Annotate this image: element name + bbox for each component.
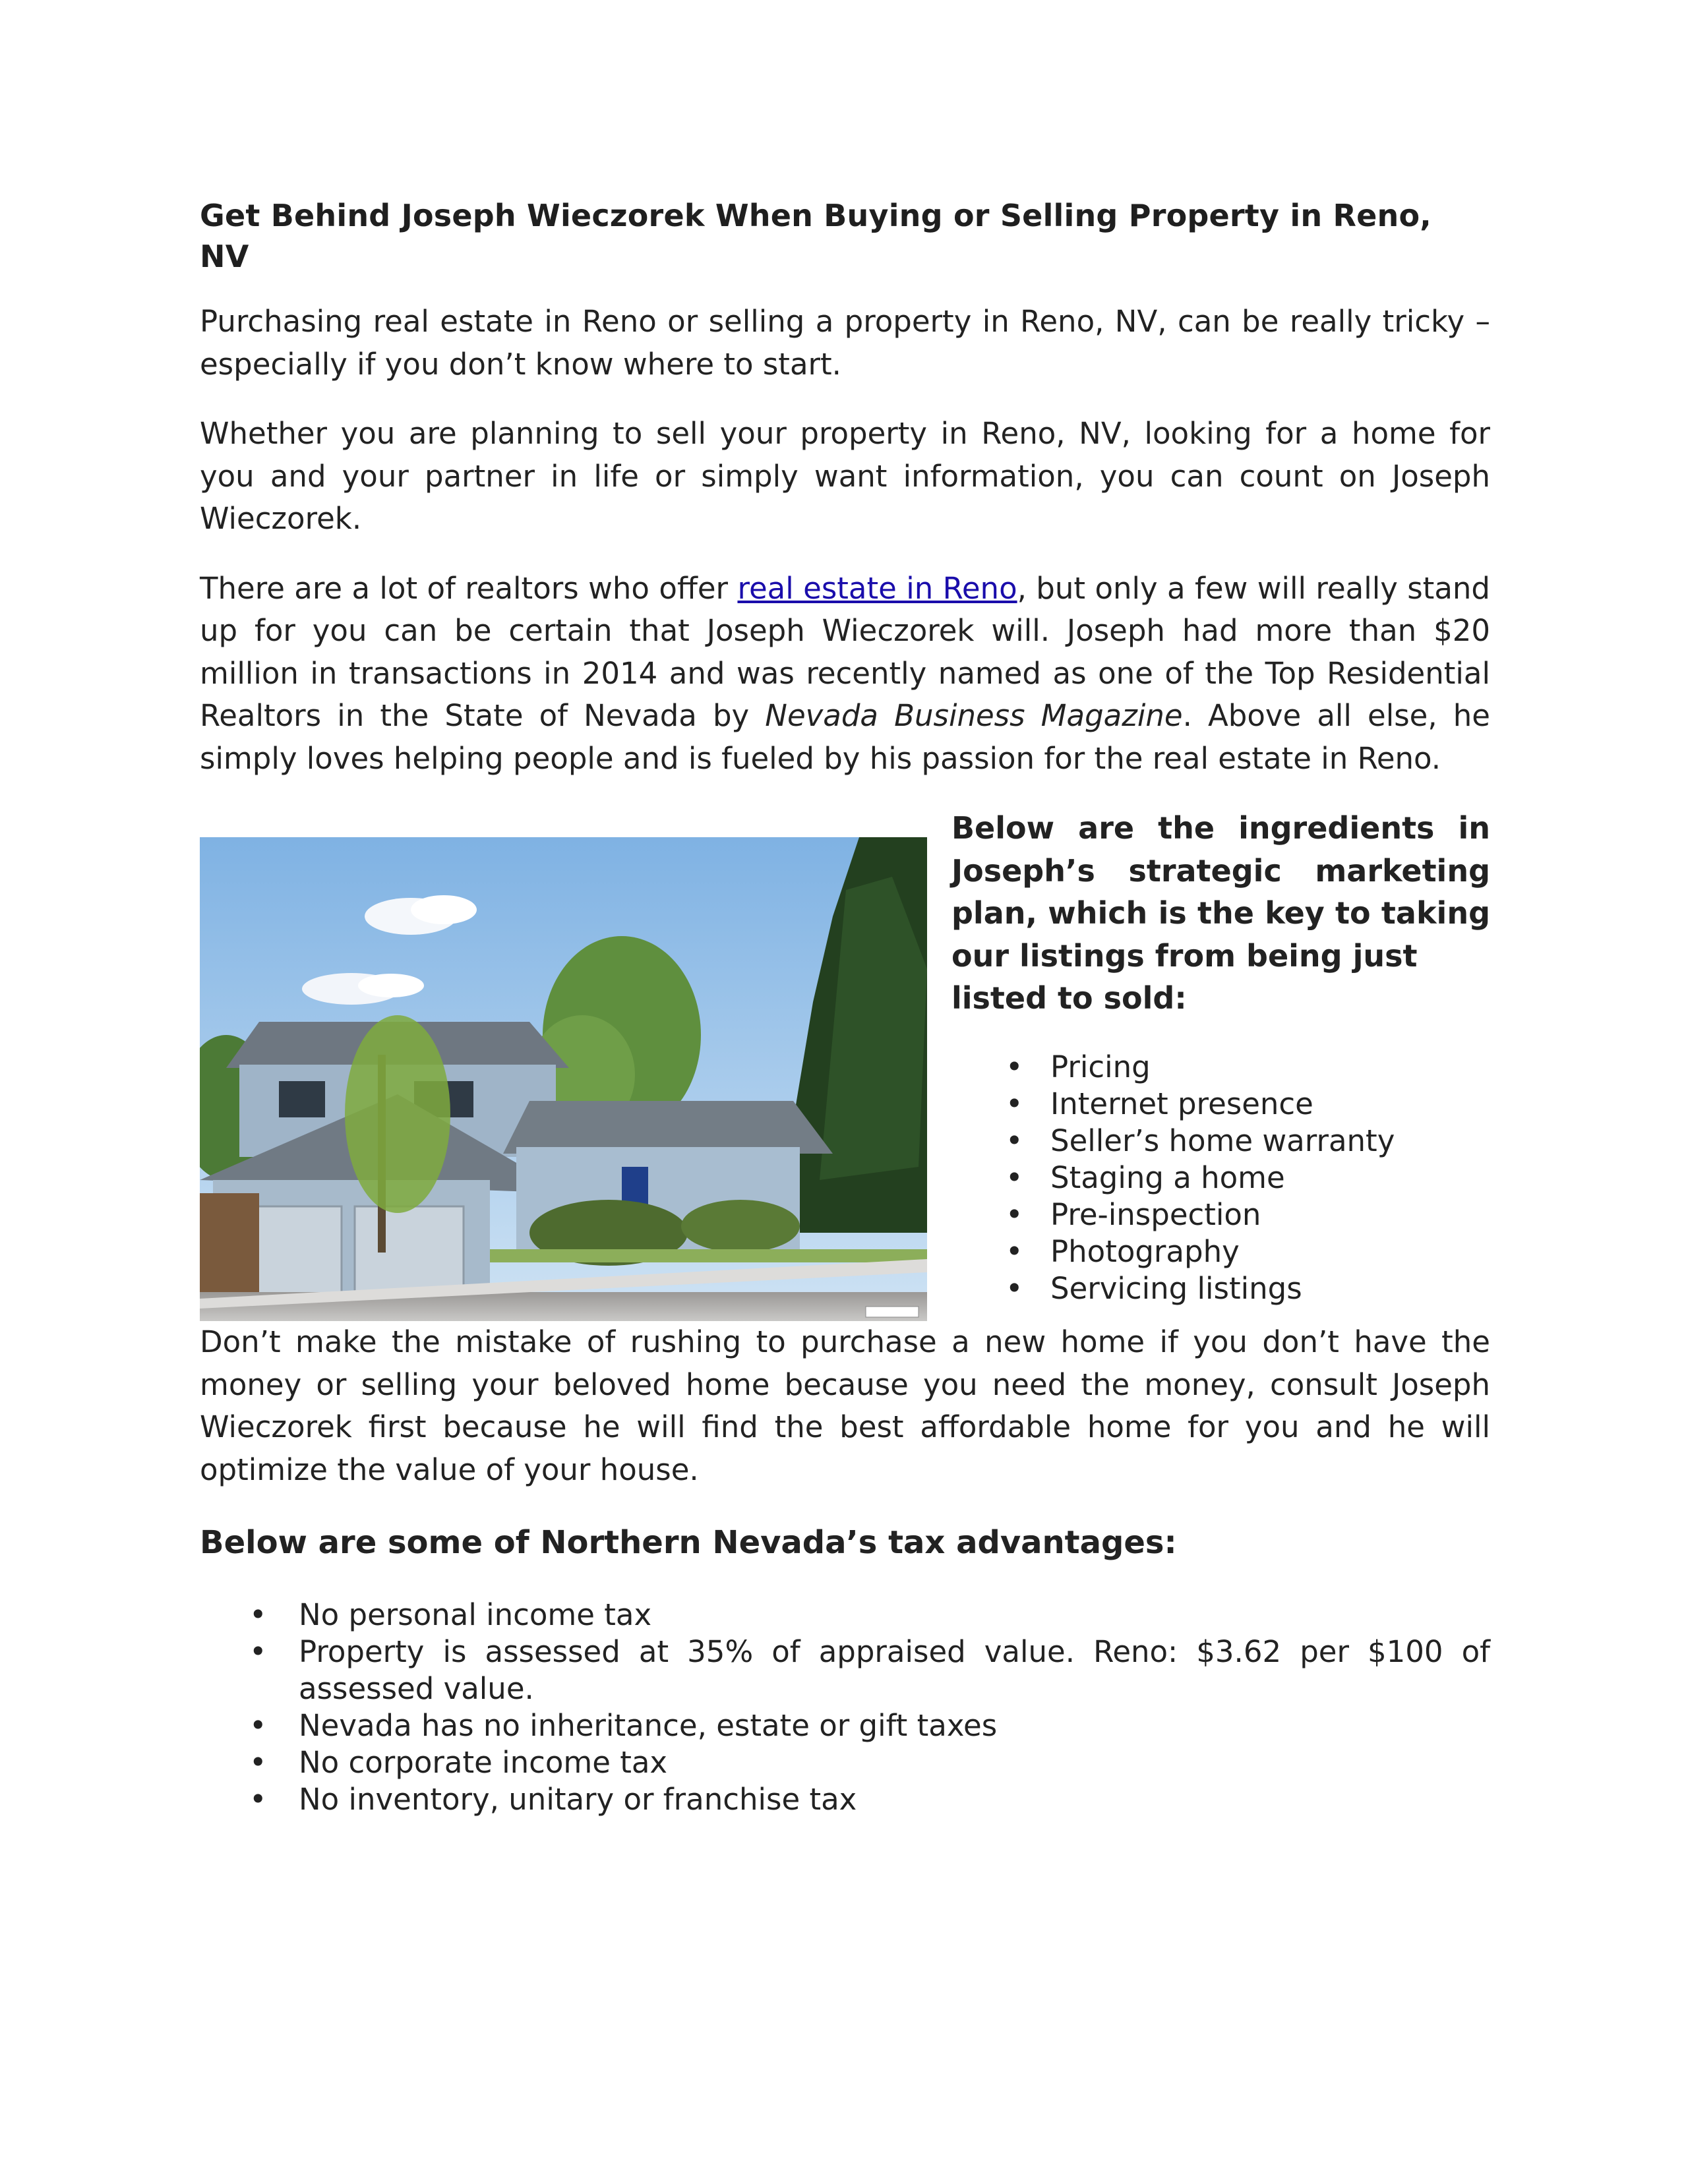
- list-item: • Staging a home: [951, 1160, 1490, 1196]
- list-item: • Seller’s home warranty: [951, 1123, 1490, 1160]
- list-item: • Servicing listings: [951, 1270, 1490, 1307]
- house-photo: [200, 837, 927, 1321]
- list-item: • No personal income tax: [200, 1597, 1490, 1634]
- real-estate-link[interactable]: real estate in Reno: [737, 570, 1017, 606]
- list-item: • Property is assessed at 35% of appraised value. Reno: $3.62 per $100 of assessed value.: [200, 1634, 1490, 1707]
- second-paragraph: Whether you are planning to sell your property in Reno, NV, looking for a home for you and your partner in life or simply want information, you can count on Joseph Wieczorek.: [200, 416, 1490, 536]
- realtors-text-end: . Above all else, he simply loves helping people and is fueled by his passion for the real estate in Reno.: [200, 698, 1490, 776]
- list-item: • Pricing: [951, 1049, 1490, 1086]
- realtors-text-middle: , but only a few will really stand up for you can be certain that Joseph Wieczorek will. Joseph had more than $20 million in transactions in 2014 and was recently named as one of the Top Residential Realtors in the State of Nevada by: [200, 570, 1490, 733]
- realtors-text-start: There are a lot of realtors who offer: [200, 570, 738, 606]
- advice-paragraph: Don’t make the mistake of rushing to purchase a new home if you don’t have the money or selling your beloved home because you need the money, consult Joseph Wieczorek first because he will find the best affordable home for you and he will optimize the value of your house.: [200, 1324, 1490, 1487]
- intro-paragraph: Purchasing real estate in Reno or selling a property in Reno, NV, can be really tricky – especially if you don’t know where to start.: [200, 304, 1490, 382]
- realtors-paragraph: [200, 568, 1490, 781]
- list-item: • No inventory, unitary or franchise tax: [200, 1781, 1490, 1818]
- article: [200, 195, 1490, 1818]
- list-item: • Internet presence: [951, 1086, 1490, 1123]
- marketing-plan-heading-main: Below are the ingredients in Joseph’s strategic marketing plan, which is the key to taking our listings from being just: [951, 810, 1490, 974]
- marketing-plan-heading: [951, 807, 1490, 1020]
- marketing-plan: [951, 807, 1490, 1307]
- page-title: Get Behind Joseph Wieczorek When Buying or Selling Property in Reno, NV: [200, 198, 1432, 274]
- feature-section: [200, 807, 1490, 1321]
- tax-list: [200, 1597, 1490, 1818]
- marketing-plan-list: [951, 1049, 1490, 1307]
- list-item: • No corporate income tax: [200, 1744, 1490, 1781]
- magazine-name: Nevada Business Magazine: [765, 698, 1183, 733]
- tax-heading: Below are some of Northern Nevada’s tax advantages:: [200, 1524, 1177, 1561]
- list-item: • Photography: [951, 1233, 1490, 1270]
- list-item: • Pre-inspection: [951, 1196, 1490, 1233]
- list-item: • Nevada has no inheritance, estate or gift taxes: [200, 1707, 1490, 1744]
- marketing-plan-heading-end: listed to sold:: [951, 980, 1187, 1016]
